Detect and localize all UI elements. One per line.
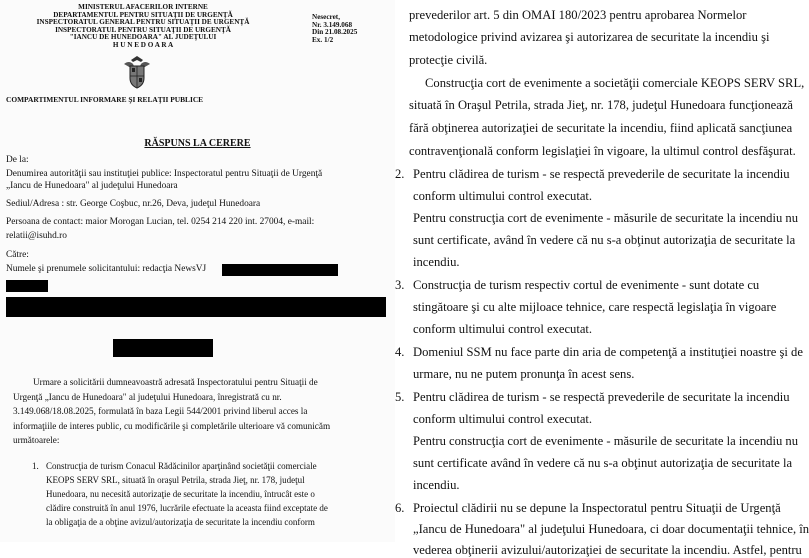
intro-paragraph xyxy=(13,375,388,448)
authority-line-cont: „Iancu de Hunedoara" al judeţului Hunedoara xyxy=(6,181,178,191)
department-name: COMPARTIMENTUL INFORMARE ŞI RELAŢII PUBLICE xyxy=(6,95,204,104)
intro-line: 3.149.068/18.08.2025, formulată în baza Legii 544/2001 privind liberul acces la xyxy=(13,406,308,416)
email-line: relatii@isuhd.ro xyxy=(6,231,67,241)
item-line: KEOPS SERV SRL, situată în oraşul Petrila, strada Jieţ, nr. 178, judeţul xyxy=(46,475,305,485)
intro-line: Urgenţă „Iancu de Hunedoara" al judeţului Hunedoara, înregistrată cu nr. xyxy=(13,391,282,402)
registry-date: Din 21.08.2025 xyxy=(312,28,358,37)
item-line: Hunedoara, nu necesită autorizaţie de securitate la incendiu, întrucât este o xyxy=(46,489,315,499)
text-line: urmare, nu ne putem pronunţa în acest sens. xyxy=(413,367,635,381)
text-line: conform ultimului control executat. xyxy=(413,189,593,203)
classification: Nesecret, xyxy=(312,13,340,21)
text-line: Pentru clădirea de turism - se respectă prevederile de securitate la incendiu xyxy=(413,390,790,404)
registry-number: Nr. 3.149.068 xyxy=(312,20,353,29)
text-line: conform ultimului control executat. xyxy=(413,322,593,336)
redaction-bar xyxy=(6,280,48,292)
left-page xyxy=(0,0,395,542)
coat-of-arms-icon xyxy=(121,54,153,90)
to-label: Către: xyxy=(6,250,29,260)
text-line: fără obţinerea autorizaţiei de securitate la incendiu, fiind aplicată sancţiunea xyxy=(409,121,793,135)
document-title: RĂSPUNS LA CERERE xyxy=(144,138,251,149)
text-line: incendiu. xyxy=(413,255,460,269)
text-line: Proiectul clădirii nu se depune la Inspectoratul pentru Situaţii de Urgenţă xyxy=(413,501,781,515)
text-line: „Iancu de Hunedoara" al judeţului Hunedoara, ci doar documentaţii tehnice, în xyxy=(413,522,809,536)
text-line: sunt certificate având în vedere că nu s-a obţinut autorizaţia de securitate la xyxy=(413,456,793,470)
item-number: 5. xyxy=(395,390,405,404)
letterhead-line: MINISTERUL AFACERILOR INTERNE xyxy=(78,3,208,11)
redaction-bar xyxy=(113,339,213,357)
item-number: 3. xyxy=(395,278,405,292)
address-line: Sediul/Adresa : str. George Coşbuc, nr.26, Deva, judeţul Hunedoara xyxy=(6,199,261,209)
letterhead-line: DEPARTAMENTUL PENTRU SITUAŢII DE URGENŢĂ xyxy=(53,10,233,19)
text-line: situată în Oraşul Petrila, strada Jieţ, nr. 178, judeţul Hunedoara funcţionează xyxy=(409,98,793,112)
text-line: Domeniul SSM nu face parte din aria de competenţă a instituţiei noastre şi de xyxy=(413,345,803,359)
item-number: 2. xyxy=(395,167,405,181)
text-line: Construcţia de turism respectiv cortul de evenimente - sunt dotate cu xyxy=(413,278,760,292)
letterhead-line: INSPECTORATUL PENTRU SITUAŢII DE URGENŢĂ xyxy=(55,25,231,34)
item-number: 4. xyxy=(395,345,405,359)
letterhead xyxy=(0,4,286,50)
item-number: 1. xyxy=(32,461,39,471)
item-number: 6. xyxy=(395,501,405,515)
intro-line: informaţiile de interes public, cu modificările şi completările ulterioare vă comunicăm xyxy=(13,420,331,431)
intro-line: Urmare a solicitării dumneavoastră adresată Inspectoratului pentru Situaţii de xyxy=(33,377,318,387)
intro-line: următoarele: xyxy=(13,435,60,445)
text-line: Pentru clădirea de turism - se respectă prevederile de securitate la incendiu xyxy=(413,167,790,181)
text-line: incendiu. xyxy=(413,478,460,492)
text-line: Pentru construcţia cort de evenimente - măsurile de securitate la incendiu nu xyxy=(413,434,799,448)
letterhead-line: INSPECTORATUL GENERAL PENTRU SITUAŢII DE URGENŢĂ xyxy=(36,18,250,27)
redaction-bar xyxy=(222,264,338,276)
authority-line: Denumirea autorităţii sau instituţiei publice: Inspectoratul pentru Situaţii de Urgenţă xyxy=(6,169,323,179)
text-line: prevederilor art. 5 din OMAI 180/2023 pentru aprobarea Normelor xyxy=(409,8,747,22)
text-line: conform ultimului control executat. xyxy=(413,412,593,426)
text-line: protecţie civilă. xyxy=(409,53,488,67)
letterhead-line: H U N E D O A R A xyxy=(112,40,174,49)
text-line: vederea obţinerii avizului/autorizaţiei de securitate la incendiu. Astfel, pentru xyxy=(413,543,802,557)
right-page xyxy=(395,0,809,557)
text-line: sunt certificate, având în vedere că nu s-a obţinut autorizaţia de securitate la xyxy=(413,233,796,247)
item-line: la obligaţia de a obţine avizul/autorizaţia de securitate la incendiu conform xyxy=(46,517,315,527)
text-line: contravenţională conform legislaţiei în vigoare, la ultimul control desfăşurat. xyxy=(409,144,796,158)
registry-block xyxy=(312,14,357,44)
text-line: metodologice privind avizarea şi autorizarea de securitate la incendiu şi xyxy=(409,30,770,44)
item-line: clădire construită în anul 1976, lucrările efectuate la aceasta fiind exceptate de xyxy=(46,503,328,513)
item-line: Construcţia de turism Conacul Rădăcinilor aparţinând societăţii comerciale xyxy=(46,461,317,471)
text-line: Construcţia cort de evenimente a societăţii comerciale KEOPS SERV SRL, xyxy=(425,76,805,90)
letterhead-line: "IANCU DE HUNEDOARA" AL JUDEŢULUI xyxy=(69,33,217,42)
from-label: De la: xyxy=(6,155,29,165)
applicant-line: Numele şi prenumele solicitantului: redacţia NewsVJ xyxy=(6,264,207,274)
copy-number: Ex. 1/2 xyxy=(312,35,334,44)
redaction-bar xyxy=(6,297,386,317)
contact-line: Persoana de contact: maior Morogan Lucian, tel. 0254 214 220 int. 27004, e-mail: xyxy=(6,217,315,227)
text-line: Pentru construcţia cort de evenimente - măsurile de securitate la incendiu nu xyxy=(413,211,799,225)
text-line: stingătoare şi cu alte mijloace tehnice, care respectă legislaţia în vigoare xyxy=(413,300,777,314)
